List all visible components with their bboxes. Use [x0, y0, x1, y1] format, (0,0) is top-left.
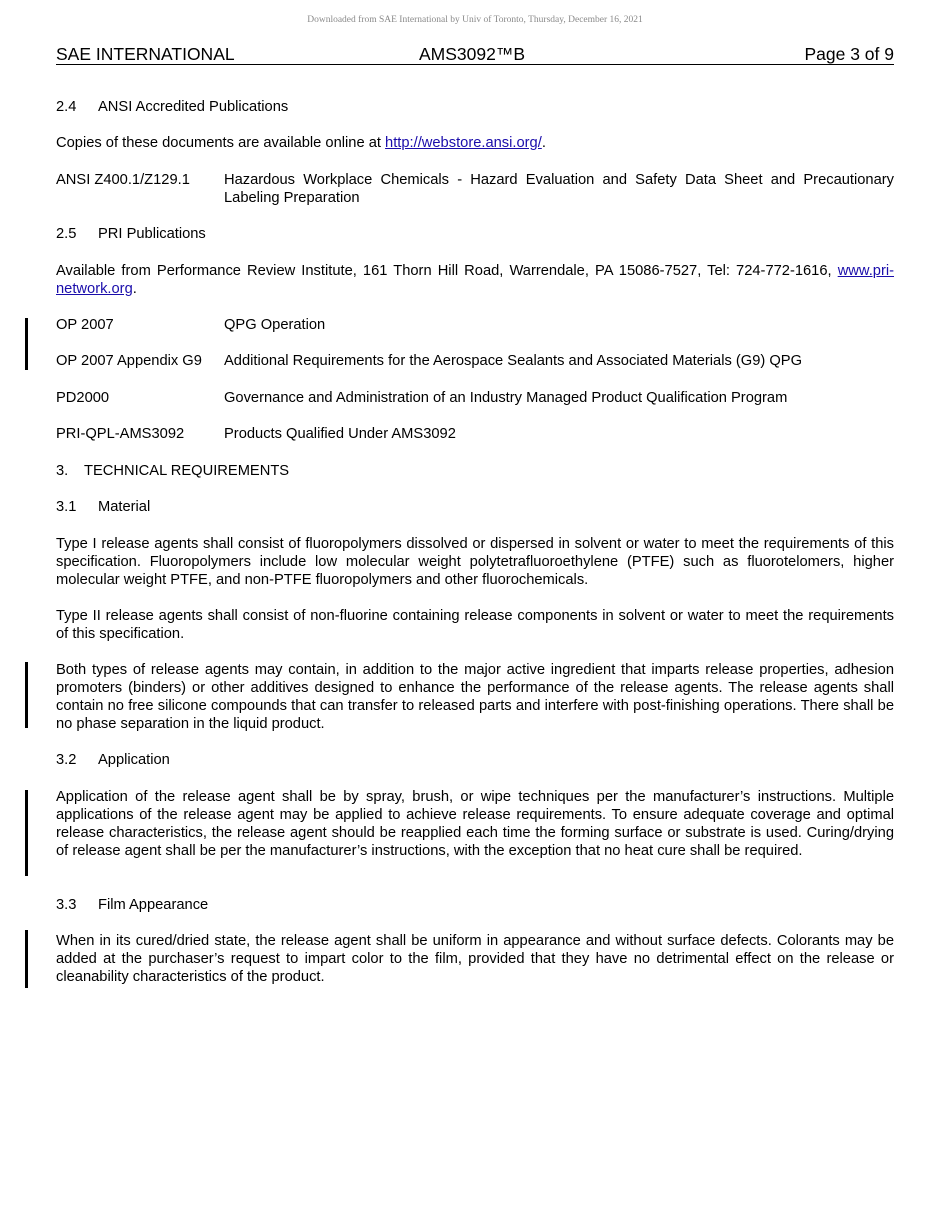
film-appearance-paragraph: When in its cured/dried state, the release agent shall be uniform in appearance and without surface defects. Colorants may be added at the purchaser’s request to impart color to the film, provided that they have no detrimental effect on the release or cleanability characteristics of the product. — [56, 933, 894, 985]
section-number: 3.3 — [56, 897, 77, 913]
revision-change-bar — [25, 930, 28, 988]
section-number: 3. — [56, 463, 69, 479]
reference-code: PRI-QPL-AMS3092 — [56, 426, 185, 442]
reference-row — [56, 352, 894, 370]
section-title: PRI Publications — [98, 226, 206, 242]
section-heading-3-3 — [56, 896, 894, 914]
revision-change-bar — [25, 790, 28, 876]
reference-row — [56, 389, 894, 407]
material-paragraph-type-2: Type II release agents shall consist of non-fluorine containing release components in solvent or water to meet the requirements of this specification. — [56, 608, 894, 642]
section-number: 3.2 — [56, 752, 77, 768]
section-heading-3 — [56, 462, 894, 480]
section-title: Application — [98, 752, 170, 768]
section-heading-2-4 — [56, 98, 894, 116]
paragraph-text: Available from Performance Review Institute, 161 Thorn Hill Road, Warrendale, PA 15086-7527, Tel: 724-772-1616, — [56, 263, 838, 279]
paragraph-text: . — [132, 281, 137, 297]
reference-code: OP 2007 Appendix G9 — [56, 353, 202, 369]
reference-row — [56, 316, 894, 334]
reference-description: QPG Operation — [224, 317, 326, 333]
reference-description: Hazardous Workplace Chemicals - Hazard Evaluation and Safety Data Sheet and Precautionary Labeling Preparation — [224, 172, 894, 206]
application-paragraph: Application of the release agent shall be by spray, brush, or wipe techniques per the manufacturer’s instructions. Multiple applications of the release agent may be applied to achieve release requirements. To ensure adequate coverage and optimal release characteristics, the release agent should be reapplied each time the forming surface or substrate is used. Curing/drying of release agent shall be per the manufacturer’s instructions, with the exception that no heat cure shall be required. — [56, 789, 894, 859]
header-org: SAE INTERNATIONAL — [56, 44, 235, 64]
revision-change-bar — [25, 318, 28, 370]
reference-code: PD2000 — [56, 390, 110, 406]
material-paragraph-additives: Both types of release agents may contain, in addition to the major active ingredient that imparts release properties, adhesion promoters (binders) or other additives designed to enhance the performance of the release agents. The release agents shall contain no free silicone compounds that can transfer to released parts and interfere with post-finishing operations. There shall be no phase separation in the liquid product. — [56, 662, 894, 732]
section-heading-3-2 — [56, 751, 894, 769]
section-title: Material — [98, 499, 151, 515]
revision-change-bar — [25, 662, 28, 728]
header-page-number: Page 3 of 9 — [804, 44, 894, 64]
reference-description: Governance and Administration of an Industry Managed Product Qualification Program — [224, 390, 788, 406]
download-watermark: Downloaded from SAE International by Univ of Toronto, Thursday, December 16, 2021 — [307, 15, 643, 25]
section-title: ANSI Accredited Publications — [98, 99, 289, 115]
ansi-availability-paragraph — [56, 134, 894, 152]
reference-code: ANSI Z400.1/Z129.1 — [56, 172, 190, 188]
section-title: TECHNICAL REQUIREMENTS — [84, 463, 290, 479]
reference-row — [56, 171, 894, 207]
section-number: 2.4 — [56, 99, 77, 115]
reference-code: OP 2007 — [56, 317, 114, 333]
page-header — [56, 44, 894, 65]
section-title: Film Appearance — [98, 897, 209, 913]
paragraph-text: Copies of these documents are available online at — [56, 135, 386, 151]
pri-network-link[interactable]: www.pri-network.org — [56, 263, 894, 297]
section-heading-3-1 — [56, 498, 894, 516]
paragraph-text: . — [541, 135, 546, 151]
pri-availability-paragraph — [56, 262, 894, 298]
header-doc-id: AMS3092™B — [419, 44, 526, 64]
ansi-webstore-link[interactable]: http://webstore.ansi.org/ — [385, 135, 542, 151]
section-number: 3.1 — [56, 499, 77, 515]
section-number: 2.5 — [56, 226, 77, 242]
reference-description: Additional Requirements for the Aerospace Sealants and Associated Materials (G9) QPG — [224, 353, 803, 369]
material-paragraph-type-1: Type I release agents shall consist of fluoropolymers dissolved or dispersed in solvent or water to meet the requirements of this specification. Fluoropolymers include low molecular weight polytetrafluoroethylene (PTFE) such as fluorotelomers, higher molecular weight PTFE, and non-PTFE fluoropolymers and other fluorochemicals. — [56, 536, 894, 588]
section-heading-2-5 — [56, 225, 894, 243]
reference-row — [56, 425, 894, 443]
reference-description: Products Qualified Under AMS3092 — [224, 426, 456, 442]
